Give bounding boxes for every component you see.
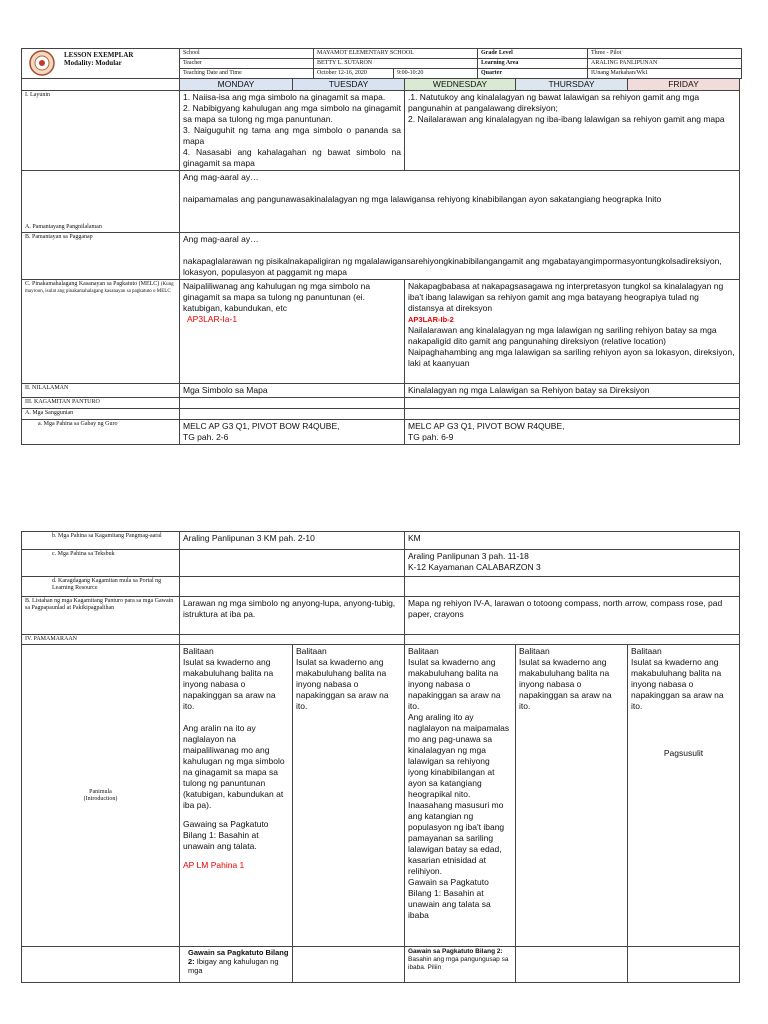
sanggunian-label: A. Mga Sanggunian <box>22 409 180 420</box>
gawain-2-wednesday-rest: Basahin ang mga pangungusap sa ibaba. Piliin <box>408 956 509 971</box>
km-wed-fri: KM <box>405 532 740 550</box>
panimula-thursday: Balitaan Isulat sa kwaderno ang makabuluhang balita na inyong nabasa o napakinggan sa araw na ito. <box>516 645 628 947</box>
friday-pagsusulit: Pagsusulit <box>663 748 704 758</box>
day-header-monday: MONDAY <box>180 79 293 91</box>
quarter-label: Quarter <box>478 69 588 79</box>
page-1 <box>21 48 739 445</box>
pamantayan-label: A. Pamantayang Pangnilalaman <box>22 171 180 233</box>
melc-note: (Kung mayroon, isulat ang pinakamahalagang kasanayan sa pagkatuto o MELC <box>25 282 174 294</box>
melc-wf-code: AP3LAR-Ib-2 <box>408 315 454 324</box>
quarter-value: IUnang Markahan/Wk1 <box>588 69 742 79</box>
melc-wed-fri <box>405 280 740 384</box>
km-mon-tue: Araling Panlipunan 3 KM pah. 2-10 <box>180 532 405 550</box>
modality-label: Modality: Modular <box>64 59 122 67</box>
friday-balitaan: Balitaan Isulat sa kwaderno ang makabuluhang balita na inyong nabasa o napakinggan sa araw na ito. <box>631 646 724 711</box>
gawain-2-monday-title: Gawain sa Pagkatuto Bilang 2: <box>188 948 289 966</box>
layunin-wed-fri: .1. Natutukoy ang kinalalagyan ng bawat lalawigan sa rehiyon gamit ang mga pangunahin at pangalawang direksiyon; 2. Nailalarawan ang kinalalagyan ng iba-ibang lalawigan sa rehiyon gamit ang mapa <box>405 91 740 171</box>
monday-lm-ref: AP LM Pahina 1 <box>183 860 245 870</box>
panimula-label: Panimula (Introduction) <box>22 645 180 947</box>
pamantayan-text: Ang mag-aaral ay… naipamamalas ang pangunawasakinalalagyan ng mga lalawigansa rehiyong kinabibilangan ayon sakatangiang heograpka Inito <box>180 171 740 233</box>
nilalaman-label: II. NILALAMAN <box>22 384 180 398</box>
layunin-label: I. Layunin <box>22 91 180 171</box>
melc-wf-text-a: Nakapagbabasa at nakapagsasagawa ng interpretasyon tungkol sa kinalalagyan ng iba't ibang lalawigan sa rehiyon gamit ang mga batayang heograpiya tulad ng distansya at direksyon <box>408 281 724 313</box>
teksbuk-label: c. Mga Pahina sa Teksbuk <box>22 550 180 577</box>
pamamaraan-label: IV. PAMAMARAAN <box>22 635 180 645</box>
lesson-body-table-2 <box>21 531 740 983</box>
grade-label: Grade Level <box>478 49 588 59</box>
panimula-monday <box>180 645 293 947</box>
panimula-wednesday: Balitaan Isulat sa kwaderno ang makabuluhang balita na inyong nabasa o napakinggan sa araw na ito. Ang araling ito ay naglalayon na maipamalas mo ang pag-unawa sa kinalalagyan ng mga lalawigan sa rehiyong iyong kinabibilangan at ayon sa katangiang heograpikal nito. Inaasahang masusuri mo ang katangian ng populasyon ng iba't ibang pamayanan sa sariling lalawigan batay sa edad, kasarian etnisidad at relihiyon. Gawain sa Pagkatuto Bilang 1: Basahin at unawain ang talata sa ibaba <box>405 645 516 947</box>
gabay-wed-fri: MELC AP G3 Q1, PIVOT BOW R4QUBE, TG pah. 6-9 <box>405 420 740 445</box>
kagamitan-panturo-label: III. KAGAMITAN PANTURO <box>22 398 180 409</box>
melc-mt-code: AP3LAR-Ia-1 <box>187 314 238 324</box>
listahan-wed-fri: Mapa ng rehiyon IV-A, larawan o totoong compass, north arrow, compass rose, pad paper, crayons <box>405 597 740 635</box>
melc-wf-text-b: Nailalarawan ang kinalalagyan ng mga lalawigan ng sariling rehiyon batay sa mga nakapaligid dito gamit ang pangunahing direksiyon (relative location) Naipaghahambing ang mga lalawigan sa sariling rehiyon ayon sa lokasyon, direksiyon, laki at kaanyuan <box>408 325 735 368</box>
nilalaman-wed-fri: Kinalalagyan ng mga Lalawigan sa Rehiyon batay sa Direksiyon <box>405 384 740 398</box>
date-value: October 12-16, 2020 <box>314 69 394 79</box>
lesson-header-table <box>21 48 742 79</box>
gawain-2-monday-rest: Ibigay ang kahulugan ng mga <box>188 957 279 975</box>
area-label: Learning Area <box>478 59 588 69</box>
pagganap-text: Ang mag-aaral ay… nakapaglalarawan ng pisikalnakapaligiran ng mgalalawigansarehiyongkinabibilangangamit ang mgabatayangimpormasyontungkolsadireksiyon, lokasyon, populasyon at paggamit ng mapa <box>180 233 740 280</box>
melc-mt-text: Naipaliliwanag ang kahulugan ng mga simbolo na ginagamit sa mapa sa tulong ng panuntunan (ei. katubigan, kabundukan, etc <box>183 281 371 313</box>
nilalaman-mon-tue: Mga Simbolo sa Mapa <box>180 384 405 398</box>
pagganap-label: B. Pamantayan sa Pagganap <box>22 233 180 280</box>
teksbuk-wed-fri: Araling Panlipunan 3 pah. 11-18 K-12 Kayamanan CALABARZON 3 <box>405 550 740 577</box>
panimula-friday <box>628 645 740 947</box>
day-header-tuesday: TUESDAY <box>293 79 405 91</box>
layunin-mon-tue: 1. Naiisa-isa ang mga simbolo na ginagamit sa mapa. 2. Nabibigyang kahulugan ang mga simbolo na ginagamit sa mapa sa tulong ng mga panuntunan. 3. Naiguguhit ng tama ang mga simbolo o pananda sa mapa 4. Nasasabi ang kahalagahan ng bawat simbolo na ginagamit sa mapa <box>180 91 405 171</box>
teacher-value: BETTY L. SUTARON <box>314 59 478 69</box>
karagdagan-label: d. Karagdagang Kagamitan mula sa Portal ng Learning Resource <box>22 577 180 597</box>
page-2 <box>21 531 739 983</box>
listahan-mon-tue: Larawan ng mga simbolo ng anyong-lupa, anyong-tubig, istruktura at iba pa. <box>180 597 405 635</box>
school-label: School <box>180 49 314 59</box>
day-header-thursday: THURSDAY <box>516 79 628 91</box>
monday-balitaan: Balitaan Isulat sa kwaderno ang makabuluhang balita na inyong nabasa o napakinggan sa araw na ito. Ang aralin na ito ay naglalayon na maipaliliwanag mo ang kahulugan ng mga simbolo na ginagamit sa mapa sa tulong ng panuntunan (katubigan, kabundukan at iba pa). <box>183 646 285 810</box>
km-label: b. Mga Pahina sa Kagamitang Pangmag-aaral <box>22 532 180 550</box>
day-header-friday: FRIDAY <box>628 79 740 91</box>
school-value: MAYAMOT ELEMENTARY SCHOOL <box>314 49 478 59</box>
lesson-body-table <box>21 78 740 445</box>
panimula-tuesday: Balitaan Isulat sa kwaderno ang makabuluhang balita na inyong nabasa o napakinggan sa araw na ito. <box>293 645 405 947</box>
day-header-wednesday: WEDNESDAY <box>405 79 516 91</box>
gawain-2-monday <box>180 947 293 983</box>
time-value: 9:00-10:20 <box>394 69 478 79</box>
gawain-2-wednesday-title: Gawain sa Pagkatuto Bilang 2: <box>408 948 503 955</box>
melc-mon-tue <box>180 280 405 384</box>
lesson-title: LESSON EXEMPLAR <box>64 51 134 59</box>
date-label: Teaching Date and Time <box>180 69 314 79</box>
school-logo <box>24 49 60 77</box>
listahan-label: B. Listahan ng mga Kagamitang Panturo para sa mga Gawain sa Pagpapaunlad at Pakikipagpalihan <box>22 597 180 635</box>
monday-gawain: Gawaing sa Pagkatuto Bilang 1: Basahin at unawain ang talata. <box>183 819 269 851</box>
gabay-label: a. Mga Pahina sa Gabay ng Guro <box>22 420 180 445</box>
melc-label: C. Pinakamahalagang Kasanayan sa Pagkatuto (MELC) <box>25 281 160 287</box>
logo-title-cell <box>22 49 180 79</box>
area-value: ARALING PANLIPUNAN <box>588 59 742 69</box>
teacher-label: Teacher <box>180 59 314 69</box>
grade-value: Three - Pilot <box>588 49 742 59</box>
melc-label-cell <box>22 280 180 384</box>
gabay-mon-tue: MELC AP G3 Q1, PIVOT BOW R4QUBE, TG pah. 2-6 <box>180 420 405 445</box>
gawain-2-wednesday <box>405 947 516 983</box>
